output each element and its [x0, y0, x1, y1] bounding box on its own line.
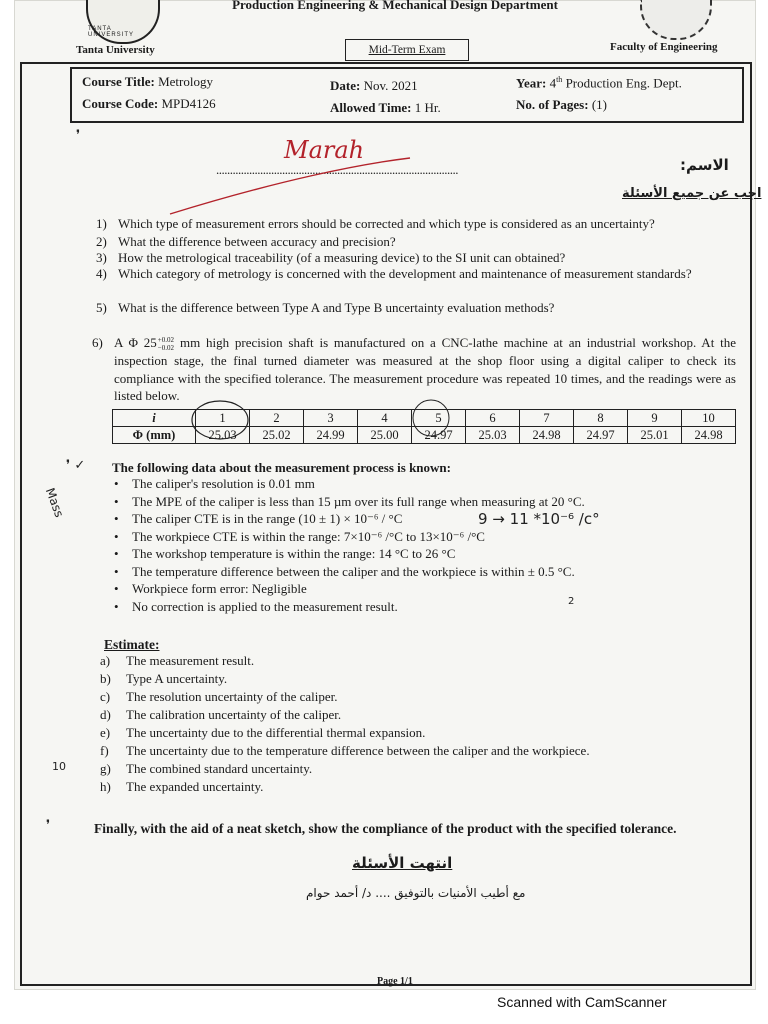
question-number: 4): [96, 266, 107, 281]
reading-cell: 25.03: [196, 427, 250, 444]
list-item: • The workshop temperature is within the range: 14 °C to 26 °C: [112, 545, 712, 563]
index-cell: 1: [196, 410, 250, 427]
pen-circle: [192, 401, 248, 439]
question-number: 5): [96, 300, 107, 315]
question-number: 2): [96, 234, 107, 249]
list-item: [100, 724, 720, 742]
question-text: mm high precision shaft is manufactured on a CNC-lathe machine at an industrial workshop. At the inspection stage, the final turned diameter was measured at the shop floor using a digital caliper to check its compliance with the specified tolerance. The measurement procedure was repeated 10 times, and the readings were as listed below.: [114, 335, 736, 404]
answer-all-instruction: اجب عن جميع الأسئلة: [622, 186, 762, 201]
reading-cell: 24.97: [574, 427, 628, 444]
item-text: The uncertainty due to the differential thermal expansion.: [126, 725, 426, 740]
question-1: [96, 216, 736, 232]
index-cell: 8: [574, 410, 628, 427]
item-text: The calibration uncertainty of the caliper.: [126, 707, 342, 722]
item-letter: a): [100, 653, 111, 668]
shaft-tolerance: [158, 336, 174, 352]
exam-type-box: Mid-Term Exam: [345, 39, 469, 61]
item-letter: f): [100, 743, 109, 758]
question-3: [96, 250, 736, 266]
red-pen-line: [170, 158, 410, 214]
margin-mark: ❜ ✓: [66, 458, 86, 473]
list-item: [100, 652, 720, 670]
shaft-nominal: A Φ 25: [114, 335, 157, 350]
estimate-list: [100, 652, 720, 796]
question-text: Which category of metrology is concerned with the development and maintenance of measurement standards?: [118, 266, 692, 281]
question-6: [92, 334, 736, 405]
reading-cell: 25.02: [250, 427, 304, 444]
pen-annotations-table: [190, 398, 750, 442]
handwritten-digit: 2: [568, 596, 575, 607]
closing-wishes: مع أطيب الأمنيات بالتوفيق .... د/ أحمد حوام: [306, 886, 526, 900]
question-number: 1): [96, 216, 107, 231]
faculty-name: Faculty of Engineering: [610, 41, 718, 53]
list-item: • The temperature difference between the caliper and the workpiece is within ± 0.5 °C.: [112, 563, 712, 581]
item-text: The combined standard uncertainty.: [126, 761, 313, 776]
reading-cell: 24.98: [682, 427, 736, 444]
item-letter: g): [100, 761, 111, 776]
page-count: [516, 97, 607, 113]
question-text: What the difference between accuracy and precision?: [118, 234, 396, 249]
time-label: Allowed Time:: [330, 100, 412, 115]
date-label: Date:: [330, 78, 361, 93]
reading-cell: 24.99: [304, 427, 358, 444]
list-item: [100, 688, 720, 706]
end-of-questions: انتهت الأسئلة: [352, 854, 453, 872]
year-suffix: th: [556, 75, 563, 84]
logo-text: TANTA UNIVERSITY: [88, 26, 135, 38]
list-item: [100, 670, 720, 688]
question-2: [96, 234, 736, 250]
course-code-value: MPD4126: [161, 96, 216, 111]
list-item: • No correction is applied to the measurement result.: [112, 598, 712, 616]
index-cell: 9: [628, 410, 682, 427]
item-text: The resolution uncertainty of the caliper.: [126, 689, 338, 704]
question-5: [96, 300, 736, 316]
exam-date: [330, 78, 418, 94]
pen-circle: [413, 400, 449, 436]
index-cell: 10: [682, 410, 736, 427]
list-item: [100, 778, 720, 796]
margin-mark: ❜: [46, 818, 51, 833]
reading-cell: 25.00: [358, 427, 412, 444]
process-facts-list: [112, 475, 712, 615]
item-letter: e): [100, 725, 111, 740]
department-title: Production Engineering & Mechanical Design Department: [232, 0, 558, 12]
reading-cell: 25.03: [466, 427, 520, 444]
university-logo: [86, 0, 160, 44]
course-code-label: Course Code:: [82, 96, 159, 111]
page-number: Page 1/1: [377, 976, 413, 987]
question-number: 3): [96, 250, 107, 265]
item-letter: b): [100, 671, 111, 686]
final-question: Finally, with the aid of a neat sketch, show the compliance of the product with the specified tolerance.: [94, 821, 677, 836]
list-item: • The MPE of the caliper is less than 15 µm over its full range when measuring at 20 °C.: [112, 493, 712, 511]
course-title: [82, 74, 213, 90]
item-letter: c): [100, 689, 111, 704]
year-label: Year:: [516, 75, 547, 91]
list-item: • Workpiece form error: Negligible: [112, 580, 712, 598]
question-4: [96, 266, 738, 282]
course-code: [82, 96, 216, 112]
list-item: [100, 706, 720, 724]
year-number: 4: [549, 75, 557, 91]
list-item: [100, 760, 720, 778]
index-cell: 7: [520, 410, 574, 427]
index-cell: 2: [250, 410, 304, 427]
handwritten-margin-note: Mass: [42, 486, 67, 520]
scanner-watermark: Scanned with CamScanner: [497, 994, 667, 1010]
year-department: Production Eng. Dept.: [562, 75, 682, 91]
list-item: • The workpiece CTE is within the range: 7×10⁻⁶ /°C to 13×10⁻⁶ /°C: [112, 528, 712, 546]
question-number: 6): [92, 335, 103, 350]
index-cell: 6: [466, 410, 520, 427]
tolerance-upper: +0.02: [157, 336, 174, 345]
process-heading: The following data about the measurement process is known:: [112, 460, 451, 475]
handwritten-digit: 10: [52, 760, 66, 773]
reading-cell: 25.01: [628, 427, 682, 444]
course-title-label: Course Title:: [82, 74, 155, 89]
allowed-time: [330, 100, 441, 116]
index-cell: 3: [304, 410, 358, 427]
list-item: • The caliper's resolution is 0.01 mm: [112, 475, 712, 493]
red-pen-stroke: [160, 150, 420, 220]
list-item: • The caliper CTE is in the range (10 ± 1) × 10⁻⁶ / °C: [112, 510, 712, 528]
question-text: How the metrological traceability (of a measuring device) to the SI unit can obtained?: [118, 250, 566, 265]
course-title-value: Metrology: [158, 74, 213, 89]
pages-label: No. of Pages:: [516, 97, 589, 112]
item-text: The measurement result.: [126, 653, 255, 668]
index-cell: 5: [412, 410, 466, 427]
reading-cell: 24.97: [412, 427, 466, 444]
university-name: Tanta University: [76, 44, 155, 56]
item-text: The expanded uncertainty.: [126, 779, 264, 794]
reading-cell: 24.98: [520, 427, 574, 444]
handwritten-name: Marah: [284, 136, 365, 164]
estimate-heading: Estimate:: [104, 637, 160, 652]
time-value: 1 Hr.: [414, 100, 441, 115]
date-value: Nov. 2021: [363, 78, 418, 93]
pages-value: (1): [591, 97, 607, 112]
year: [516, 75, 682, 91]
question-text: Which type of measurement errors should be corrected and which type is considered as an uncertainty?: [118, 216, 655, 231]
margin-mark: ❜: [76, 128, 81, 143]
tolerance-lower: −0.02: [157, 344, 174, 353]
item-letter: h): [100, 779, 111, 794]
name-dotted-line: ........................................................................................: [216, 162, 458, 177]
index-cell: 4: [358, 410, 412, 427]
index-header: i: [113, 410, 196, 427]
question-text: What is the difference between Type A and Type B uncertainty evaluation methods?: [118, 300, 555, 315]
item-text: Type A uncertainty.: [126, 671, 228, 686]
item-text: The uncertainty due to the temperature difference between the caliper and the workpiece.: [126, 743, 590, 758]
value-header: Φ (mm): [113, 427, 196, 444]
handwritten-cte-note: 9 → 11 *10⁻⁶ /c°: [478, 510, 600, 528]
item-letter: d): [100, 707, 111, 722]
name-label: الاسم:: [680, 156, 729, 174]
list-item: [100, 742, 720, 760]
